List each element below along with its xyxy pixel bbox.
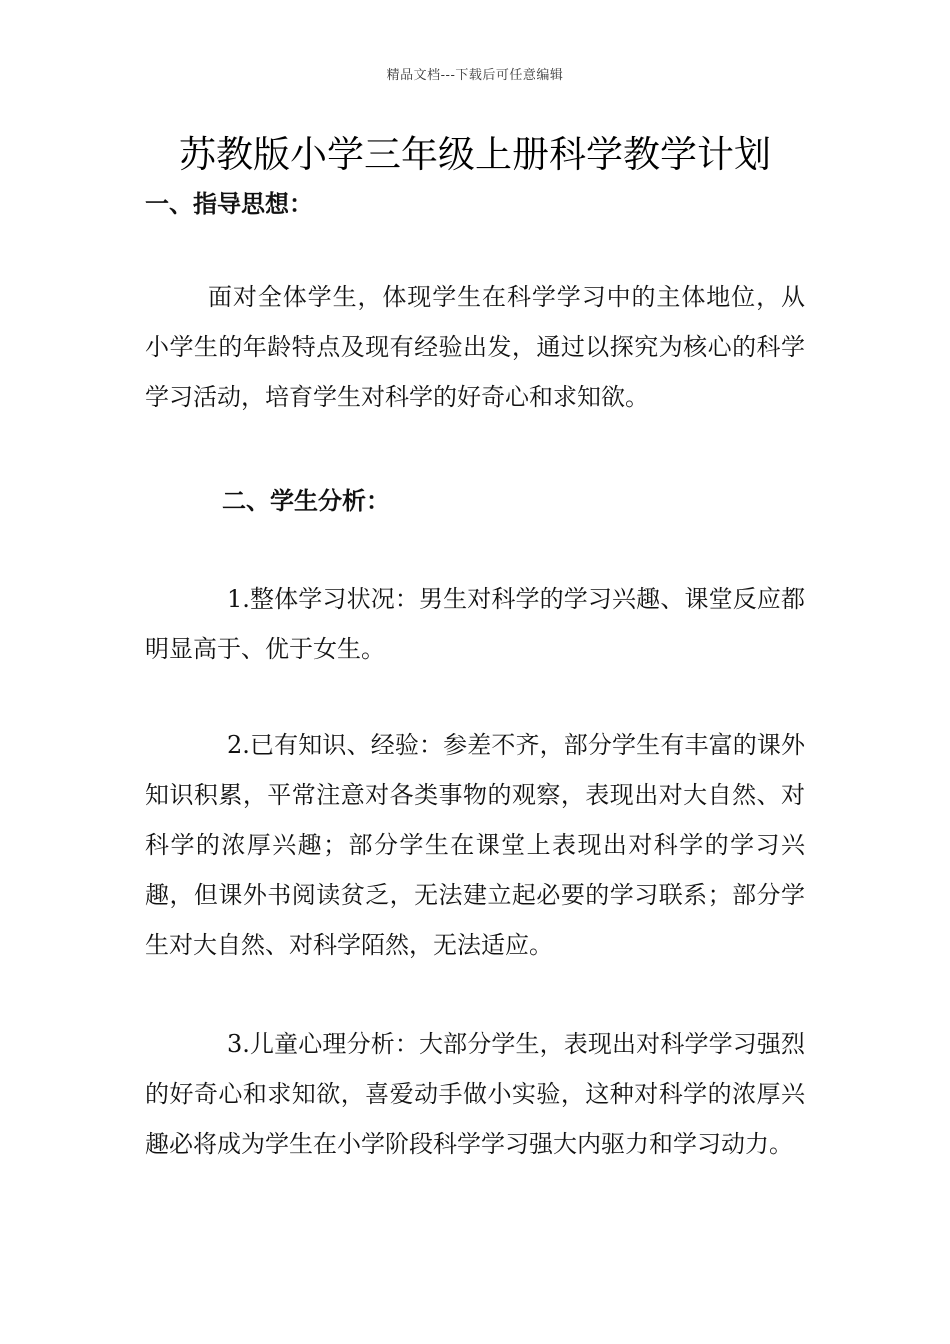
section-heading-student-analysis: 二、学生分析： [222, 486, 390, 515]
list-item-overall-learning: 1.整体学习状况：男生对科学的学习兴趣、课堂反应都明显高于、优于女生。 [145, 585, 805, 663]
page-header-note: 精品文档---下载后可任意编辑 [386, 68, 564, 83]
paragraph-guiding-ideology: 面对全体学生，体现学生在科学学习中的主体地位，从小学生的年龄特点及现有经验出发，通过以探究为核心的科学学习活动，培育学生对科学的好奇心和求知欲。 [145, 283, 805, 411]
list-item-knowledge-experience: 2.已有知识、经验：参差不齐，部分学生有丰富的课外知识积累，平常注意对各类事物的观察，表现出对大自然、对科学的浓厚兴趣；部分学生在课堂上表现出对科学的学习兴趣，但课外书阅读贫乏，无法建立起必要的学习联系；部分学生对大自然、对科学陌然，无法适应。 [145, 731, 805, 959]
document-title: 苏教版小学三年级上册科学教学计划 [179, 133, 771, 176]
list-item-child-psychology: 3.儿童心理分析：大部分学生，表现出对科学学习强烈的好奇心和求知欲，喜爱动手做小实验，这种对科学的浓厚兴趣必将成为学生在小学阶段科学学习强大内驱力和学习动力。 [145, 1030, 805, 1158]
section-heading-guiding-ideology: 一、指导思想： [145, 189, 313, 218]
